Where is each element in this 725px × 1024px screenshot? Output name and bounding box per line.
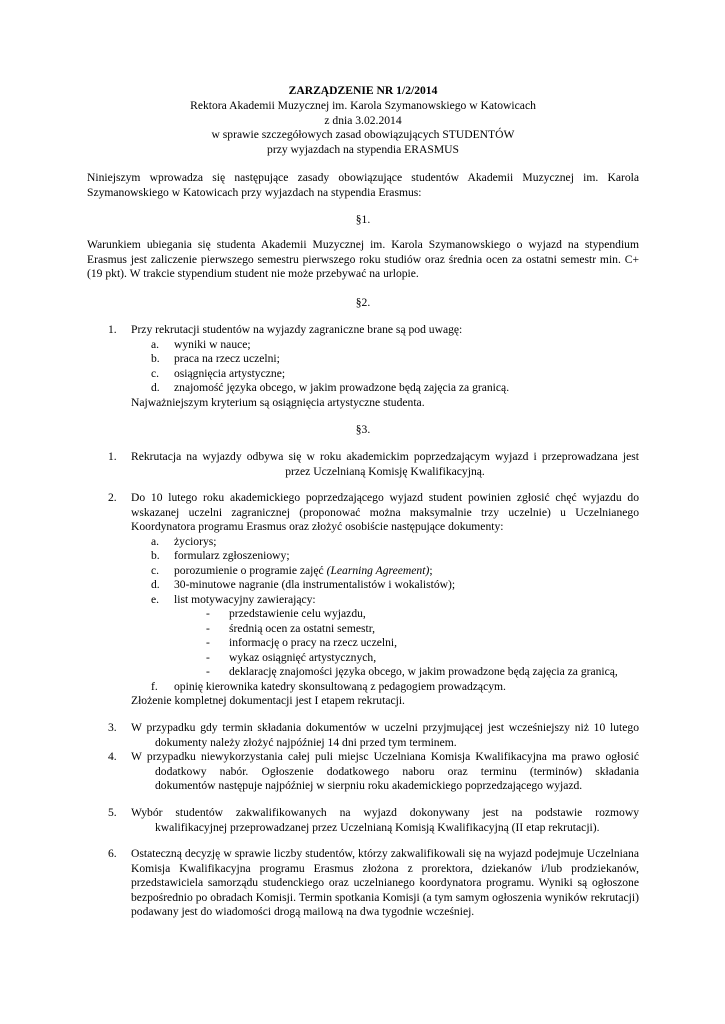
letter-item: informację o pracy na rzecz uczelni, — [229, 636, 398, 649]
s2-item-1-text: Przy rekrutacji studentów na wyjazdy zagraniczne brane są pod uwagę: — [131, 323, 463, 336]
doc-letter: c. — [151, 564, 160, 577]
s3-item-1-line-1: Rekrutacja na wyjazdy odbywa się w roku akademickim poprzedzającym wyjazd i przeprowadzana jest — [131, 450, 639, 463]
document-subtitle-3: w sprawie szczegółowych zasad obowiązujących STUDENTÓW — [211, 128, 515, 141]
doc-text: 30-minutowe nagranie (dla instrumentalistów i wokalistów); — [174, 578, 456, 591]
s3-item-4-line-3: dokumentów następuje najpóźniej w sierpniu roku akademickiego poprzedzającego wyjazd. — [155, 779, 583, 792]
s3-item-6-number: 6. — [108, 847, 117, 860]
s3-item-5-line-1: Wybór studentów zakwalifikowanych na wyjazd dokonywany jest na podstawie rozmowy — [131, 806, 639, 819]
doc-text — [174, 564, 433, 579]
dash-bullet: - — [206, 622, 210, 635]
s3-item-6-text: Ostateczną decyzję w sprawie liczby studentów, którzy zakwalifikowali się na wyjazd podejmuje Uczelniana Komisja Kwalifikacyjna programu Erasmus złożona z prorektora, dziekanów i/lub prodziekanów, przedstawiciela samorządu studenckiego oraz uczelnianego koordynatora programu. Wyniki są ogłoszone bezpośrednio po obradach Komisji. Termin spotkania Komisji (a tym samym ogłoszenia wyników rekrutacji) podawany jest do wiadomości drogą mailową na dwa tygodnie wcześniej. — [131, 847, 639, 919]
s3-item-2-number: 2. — [108, 491, 117, 504]
s3-item-5-line-2: kwalifikacyjnej przeprowadzanej przez Uczelnianą Komisją Kwalifikacyjną (II etap rekrutacji). — [155, 821, 600, 834]
doc-letter: a. — [151, 535, 160, 548]
doc-text-after: ; — [429, 564, 433, 577]
s3-item-4-number: 4. — [108, 750, 117, 763]
letter-item: wykaz osiągnięć artystycznych, — [229, 651, 377, 664]
s3-item-4-line-1: W przypadku niewykorzystania całej puli miejsc Uczelniana Komisja Kwalifikacyjna ma prawo ogłosić — [131, 750, 639, 763]
doc-text: życiorys; — [174, 535, 217, 548]
s2-subitem-text: osiągnięcia artystyczne; — [174, 367, 286, 380]
s2-subitem-text: praca na rzecz uczelni; — [174, 352, 280, 365]
doc-letter: f. — [151, 680, 158, 693]
s2-subitem-letter: d. — [151, 381, 160, 394]
dash-bullet: - — [206, 665, 210, 678]
s2-subitem-letter: c. — [151, 367, 160, 380]
doc-text: formularz zgłoszeniowy; — [174, 549, 290, 562]
doc-text: opinię kierownika katedry skonsultowaną z pedagogiem prowadzącym. — [174, 680, 506, 693]
doc-text-italic: (Learning Agreement) — [326, 564, 430, 577]
s2-subitem-letter: a. — [151, 338, 160, 351]
doc-text: list motywacyjny zawierający: — [174, 593, 316, 606]
document-title: ZARZĄDZENIE NR 1/2/2014 — [288, 84, 438, 97]
s3-item-4-line-2: dodatkowy nabór. Ogłoszenie dodatkowego naboru oraz terminu (terminów) składania — [155, 765, 639, 778]
s3-item-3-line-1: W przypadku gdy termin składania dokumentów w uczelni przyjmującej jest wcześniejszy niż 10 lutego — [131, 721, 639, 734]
section-2-heading: §2. — [355, 296, 371, 309]
document-subtitle-4: przy wyjazdach na stypendia ERASMUS — [267, 143, 459, 156]
s3-item-5-number: 5. — [108, 806, 117, 819]
s2-subitem-text: znajomość języka obcego, w jakim prowadzone będą zajęcia za granicą. — [174, 381, 510, 394]
s3-item-2-line-2: wskazanej uczelni zagranicznej (proponować można maksymalnie trzy uczelnie) u Uczelnianego — [131, 506, 639, 519]
doc-text-before: porozumienie o programie zajęć — [174, 564, 327, 577]
dash-bullet: - — [206, 636, 210, 649]
doc-letter: e. — [151, 593, 160, 606]
s2-subitem-text: wyniki w nauce; — [174, 338, 251, 351]
document-subtitle-1: Rektora Akademii Muzycznej im. Karola Szymanowskiego w Katowicach — [190, 99, 536, 112]
s3-item-2-line-3: Koordynatora programu Erasmus oraz złożyć osobiście następujące dokumenty: — [131, 520, 504, 533]
s3-item-2-line-1: Do 10 lutego roku akademickiego poprzedzającego wyjazd student powinien zgłosić chęć wyjazdu do — [131, 491, 639, 504]
letter-item: deklarację znajomości języka obcego, w jakim prowadzone będą zajęcia za granicą, — [229, 665, 618, 678]
document-subtitle-2: z dnia 3.02.2014 — [324, 114, 402, 127]
letter-item: przedstawienie celu wyjazdu, — [229, 607, 366, 620]
section-1-paragraph: Warunkiem ubiegania się studenta Akademii Muzycznej im. Karola Szymanowskiego o wyjazd na stypendium Erasmus jest zaliczenie pierwszego semestru pierwszego roku studiów oraz średnia ocen za ostatni semestr min. C+ (19 pkt). W trakcie stypendium student nie może przebywać na urlopie. — [87, 238, 639, 281]
s3-item-3-number: 3. — [108, 721, 117, 734]
s2-item-1-number: 1. — [108, 323, 117, 336]
intro-paragraph: Niniejszym wprowadza się następujące zasady obowiązujące studentów Akademii Muzycznej im. Karola Szymanowskiego w Katowicach przy wyjazdach na stypendia Erasmus: — [87, 171, 639, 199]
s3-item-1-number: 1. — [108, 450, 117, 463]
s3-item-1-line-2: przez Uczelnianą Komisję Kwalifikacyjną. — [285, 465, 485, 478]
s3-item-3-line-2: dokumenty należy złożyć najpóźniej 14 dni przed tym terminem. — [155, 736, 457, 749]
s3-item-2-closing: Złożenie kompletnej dokumentacji jest I etapem rekrutacji. — [131, 694, 405, 707]
section-1-heading: §1. — [355, 213, 371, 226]
section-3-heading: §3. — [355, 423, 371, 436]
dash-bullet: - — [206, 651, 210, 664]
s2-subitem-letter: b. — [151, 352, 160, 365]
doc-letter: b. — [151, 549, 160, 562]
letter-item: średnią ocen za ostatni semestr, — [229, 622, 376, 635]
doc-letter: d. — [151, 578, 160, 591]
s2-note: Najważniejszym kryterium są osiągnięcia artystyczne studenta. — [131, 396, 425, 409]
dash-bullet: - — [206, 607, 210, 620]
